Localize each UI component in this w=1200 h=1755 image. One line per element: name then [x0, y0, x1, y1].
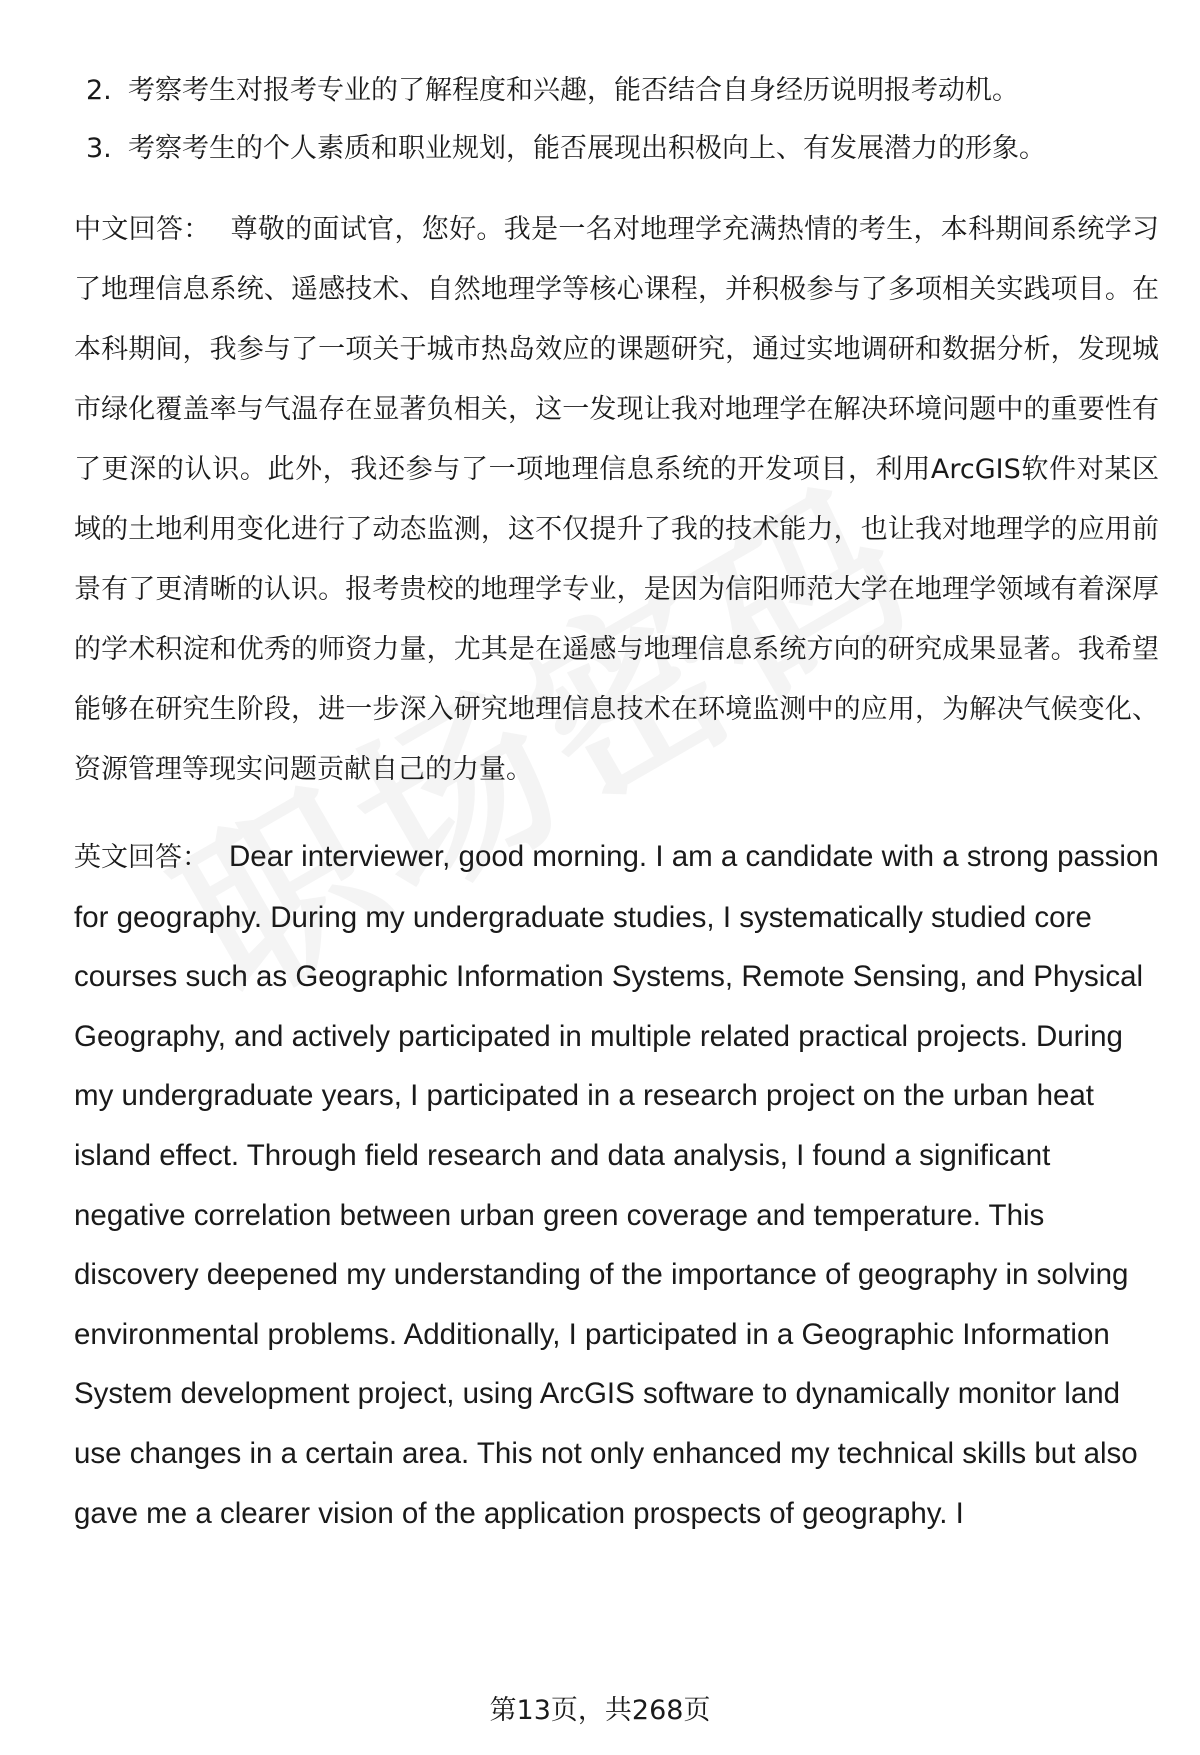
- english-answer-text: Dear interviewer, good morning. I am a candidate with a strong passion for geography. During my undergraduate studies, I systematically studied core courses such as Geographic Information Systems, Remote Sensing, and Physical Geography, and actively participated in multiple related practical projects. During my undergraduate years, I participated in a research project on the urban heat island effect. Through field research and data analysis, I found a significant negative correlation between urban green coverage and temperature. This discovery deepened my understanding of the importance of geography in solving environmental problems. Additionally, I participated in a Geographic Information System development project, using ArcGIS software to dynamically monitor land use changes in a certain area. This not only enhanced my technical skills but also gave me a clearer vision of the application prospects of geography. I: [74, 840, 1159, 1530]
- list-item-text: 考察考生对报考专业的了解程度和兴趣，能否结合自身经历说明报考动机。: [128, 75, 1019, 106]
- english-answer-label: 英文回答：: [74, 842, 209, 873]
- chinese-answer-label: 中文回答：: [74, 214, 211, 245]
- page-content: [74, 62, 1159, 1573]
- evaluation-points-list: [74, 62, 1159, 178]
- list-item: [74, 120, 1159, 178]
- list-item-number: 2.: [86, 75, 112, 106]
- list-item-text: 考察考生的个人素质和职业规划，能否展现出积极向上、有发展潜力的形象。: [128, 133, 1046, 164]
- page-number-footer: 第13页，共268页: [489, 1695, 711, 1726]
- list-item: [74, 62, 1159, 120]
- english-answer-paragraph: [74, 827, 1159, 1543]
- chinese-answer-paragraph: [74, 200, 1159, 800]
- chinese-answer-text: 尊敬的面试官，您好。我是一名对地理学充满热情的考生，本科期间系统学习了地理信息系统、遥感技术、自然地理学等核心课程，并积极参与了多项相关实践项目。在本科期间，我参与了一项关于城市热岛效应的课题研究，通过实地调研和数据分析，发现城市绿化覆盖率与气温存在显著负相关，这一发现让我对地理学在解决环境问题中的重要性有了更深的认识。此外，我还参与了一项地理信息系统的开发项目，利用ArcGIS软件对某区域的土地利用变化进行了动态监测，这不仅提升了我的技术能力，也让我对地理学的应用前景有了更清晰的认识。报考贵校的地理学专业，是因为信阳师范大学在地理学领域有着深厚的学术积淀和优秀的师资力量，尤其是在遥感与地理信息系统方向的研究成果显著。我希望能够在研究生阶段，进一步深入研究地理信息技术在环境监测中的应用，为解决气候变化、资源管理等现实问题贡献自己的力量。: [74, 214, 1160, 785]
- list-item-number: 3.: [86, 133, 112, 164]
